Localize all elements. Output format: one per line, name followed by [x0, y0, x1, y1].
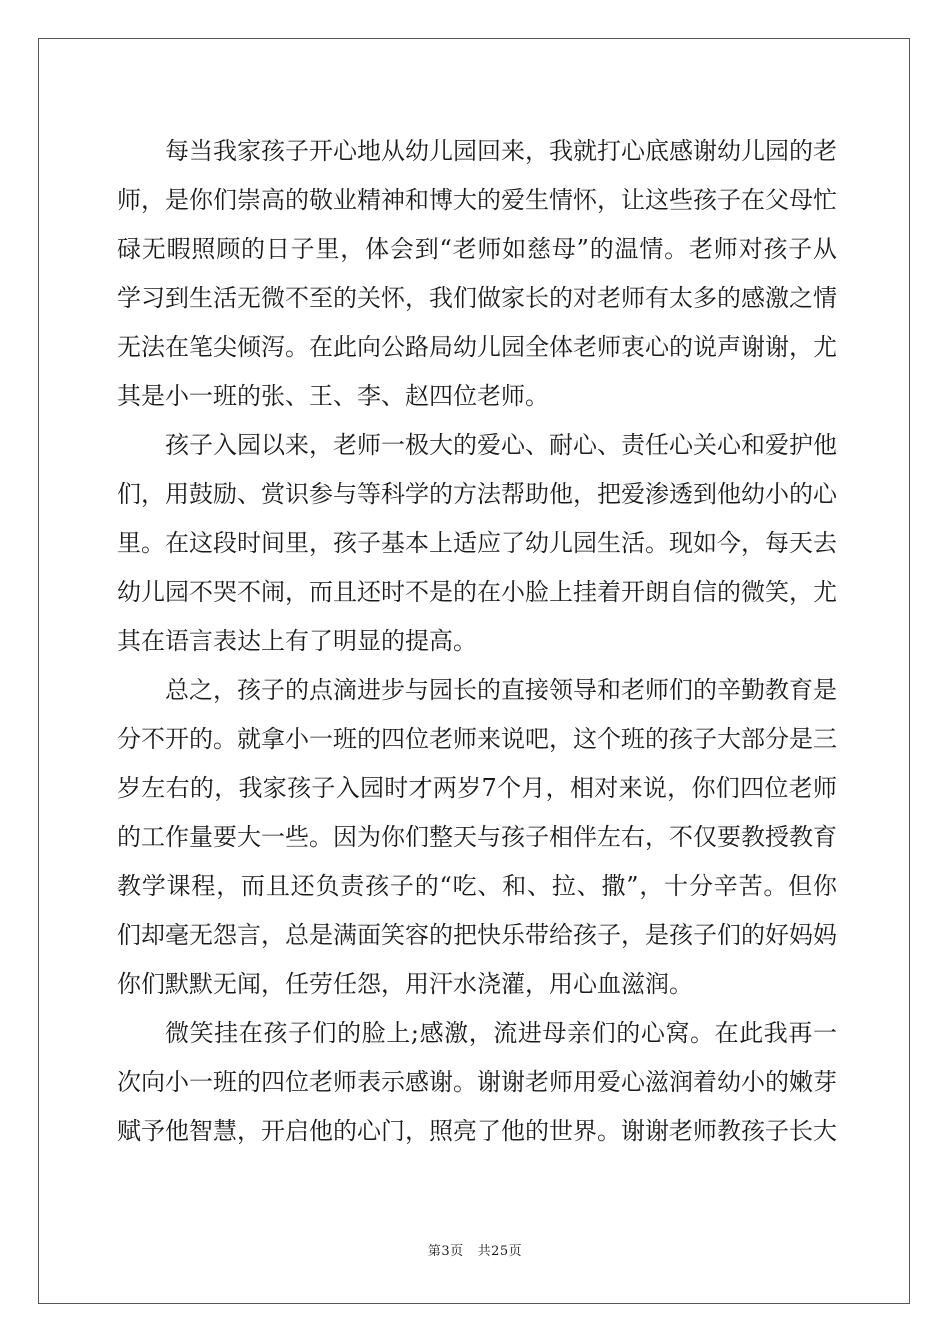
paragraph-2: 孩子入园以来，老师一极大的爱心、耐心、责任心关心和爱护他们，用鼓励、赏识参与等科学的方法帮助他，把爱渗透到他幼小的心里。在这段时间里，孩子基本上适应了幼儿园生活。现如今，每天去幼儿园不哭不闹，而且还时不是的在小脸上挂着开朗自信的微笑，尤其在语言表达上有了明显的提高。 — [117, 431, 837, 655]
document-body — [117, 127, 837, 1156]
page-number: 第3页 — [427, 1244, 464, 1259]
total-pages: 共25页 — [477, 1244, 523, 1259]
paragraph-3: 总之，孩子的点滴进步与园长的直接领导和老师们的辛勤教育是分不开的。就拿小一班的四位老师来说吧，这个班的孩子大部分是三岁左右的，我家孩子入园时才两岁7个月，相对来说，你们四位老师的工作量要大一些。因为你们整天与孩子相伴左右，不仅要教授教育教学课程，而且还负责孩子的“吃、和、拉、撒”，十分辛苦。但你们却毫无怨言，总是满面笑容的把快乐带给孩子，是孩子们的好妈妈你们默默无闻，任劳任怨，用汗水浇灌，用心血滋润。 — [117, 676, 837, 998]
paragraph-4: 微笑挂在孩子们的脸上;感激，流进母亲们的心窝。在此我再一次向小一班的四位老师表示感谢。谢谢老师用爱心滋润着幼小的嫩芽赋予他智慧，开启他的心门，照亮了他的世界。谢谢老师教孩子长大 — [117, 1019, 837, 1145]
page-footer — [0, 1240, 950, 1259]
paragraph-1: 每当我家孩子开心地从幼儿园回来，我就打心底感谢幼儿园的老师，是你们崇高的敬业精神和博大的爱生情怀，让这些孩子在父母忙碌无暇照顾的日子里，体会到“老师如慈母”的温情。老师对孩子从学习到生活无微不至的关怀，我们做家长的对老师有太多的感激之情无法在笔尖倾泻。在此向公路局幼儿园全体老师衷心的说声谢谢，尤其是小一班的张、王、李、赵四位老师。 — [117, 137, 837, 410]
